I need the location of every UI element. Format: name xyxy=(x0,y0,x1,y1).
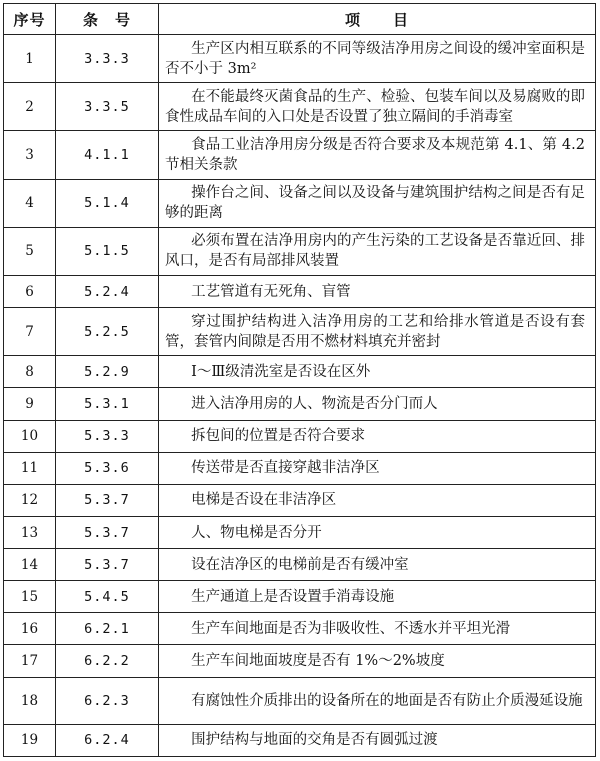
row-clause: 5.2.4 xyxy=(56,276,159,308)
row-num: 5 xyxy=(4,227,56,275)
row-clause: 5.3.6 xyxy=(56,452,159,484)
row-clause: 6.2.4 xyxy=(56,724,159,756)
row-num: 17 xyxy=(4,645,56,677)
row-clause: 5.3.7 xyxy=(56,549,159,581)
row-clause: 5.1.5 xyxy=(56,227,159,275)
header-num: 序号 xyxy=(4,4,56,35)
table-row xyxy=(4,581,596,613)
row-item: Ⅰ～Ⅲ级清洗室是否设在区外 xyxy=(159,356,596,388)
row-num: 10 xyxy=(4,420,56,452)
row-clause: 5.3.1 xyxy=(56,388,159,420)
table-row xyxy=(4,484,596,516)
row-clause: 5.3.7 xyxy=(56,484,159,516)
row-item: 穿过围护结构进入洁净用房的工艺和给排水管道是否设有套管，套管内间隙是否用不燃材料填充并密封 xyxy=(159,308,596,356)
row-num: 18 xyxy=(4,677,56,724)
row-item: 人、物电梯是否分开 xyxy=(159,516,596,548)
row-num: 11 xyxy=(4,452,56,484)
row-num: 3 xyxy=(4,131,56,179)
row-item: 生产车间地面坡度是否有 1%～2%坡度 xyxy=(159,645,596,677)
row-num: 15 xyxy=(4,581,56,613)
row-clause: 5.2.5 xyxy=(56,308,159,356)
table-row xyxy=(4,452,596,484)
row-clause: 3.3.3 xyxy=(56,35,159,83)
table-row xyxy=(4,645,596,677)
row-clause: 6.2.3 xyxy=(56,677,159,724)
row-num: 9 xyxy=(4,388,56,420)
row-item: 电梯是否设在非洁净区 xyxy=(159,484,596,516)
row-clause: 4.1.1 xyxy=(56,131,159,179)
table-row xyxy=(4,356,596,388)
row-item: 进入洁净用房的人、物流是否分门而人 xyxy=(159,388,596,420)
row-num: 8 xyxy=(4,356,56,388)
table-row xyxy=(4,516,596,548)
table-row xyxy=(4,308,596,356)
table-row xyxy=(4,227,596,275)
row-num: 12 xyxy=(4,484,56,516)
table-row xyxy=(4,724,596,756)
row-num: 13 xyxy=(4,516,56,548)
table-row xyxy=(4,276,596,308)
row-item: 操作台之间、设备之间以及设备与建筑围护结构之间是否有足够的距离 xyxy=(159,179,596,227)
header-clause: 条 号 xyxy=(56,4,159,35)
row-item: 围护结构与地面的交角是否有圆弧过渡 xyxy=(159,724,596,756)
inspection-table xyxy=(3,3,596,757)
row-num: 6 xyxy=(4,276,56,308)
table-row xyxy=(4,131,596,179)
header-row xyxy=(4,4,596,35)
row-item: 传送带是否直接穿越非洁净区 xyxy=(159,452,596,484)
row-clause: 5.4.5 xyxy=(56,581,159,613)
row-num: 16 xyxy=(4,613,56,645)
table-row xyxy=(4,420,596,452)
row-num: 2 xyxy=(4,83,56,131)
row-item: 拆包间的位置是否符合要求 xyxy=(159,420,596,452)
table-row xyxy=(4,35,596,83)
row-item: 在不能最终灭菌食品的生产、检验、包装车间以及易腐败的即食性成品车间的入口处是否设置了独立隔间的手消毒室 xyxy=(159,83,596,131)
row-clause: 6.2.1 xyxy=(56,613,159,645)
row-clause: 6.2.2 xyxy=(56,645,159,677)
row-clause: 5.1.4 xyxy=(56,179,159,227)
row-item: 工艺管道有无死角、盲管 xyxy=(159,276,596,308)
row-item: 设在洁净区的电梯前是否有缓冲室 xyxy=(159,549,596,581)
row-num: 19 xyxy=(4,724,56,756)
row-item: 食品工业洁净用房分级是否符合要求及本规范第 4.1、第 4.2 节相关条款 xyxy=(159,131,596,179)
row-clause: 5.3.3 xyxy=(56,420,159,452)
row-num: 4 xyxy=(4,179,56,227)
table-row xyxy=(4,179,596,227)
row-item: 生产区内相互联系的不同等级洁净用房之间设的缓冲室面积是否不小于 3m² xyxy=(159,35,596,83)
table-row xyxy=(4,613,596,645)
row-item: 生产通道上是否设置手消毒设施 xyxy=(159,581,596,613)
row-num: 7 xyxy=(4,308,56,356)
table-row xyxy=(4,388,596,420)
row-clause: 5.3.7 xyxy=(56,516,159,548)
row-clause: 3.3.5 xyxy=(56,83,159,131)
header-item: 项 目 xyxy=(159,4,596,35)
row-num: 1 xyxy=(4,35,56,83)
row-clause: 5.2.9 xyxy=(56,356,159,388)
table-row xyxy=(4,677,596,724)
table-row xyxy=(4,83,596,131)
row-item: 生产车间地面是否为非吸收性、不透水并平坦光滑 xyxy=(159,613,596,645)
row-item: 必须布置在洁净用房内的产生污染的工艺设备是否靠近回、排风口，是否有局部排风装置 xyxy=(159,227,596,275)
row-num: 14 xyxy=(4,549,56,581)
row-item: 有腐蚀性介质排出的设备所在的地面是否有防止介质漫延设施 xyxy=(159,677,596,724)
table-row xyxy=(4,549,596,581)
